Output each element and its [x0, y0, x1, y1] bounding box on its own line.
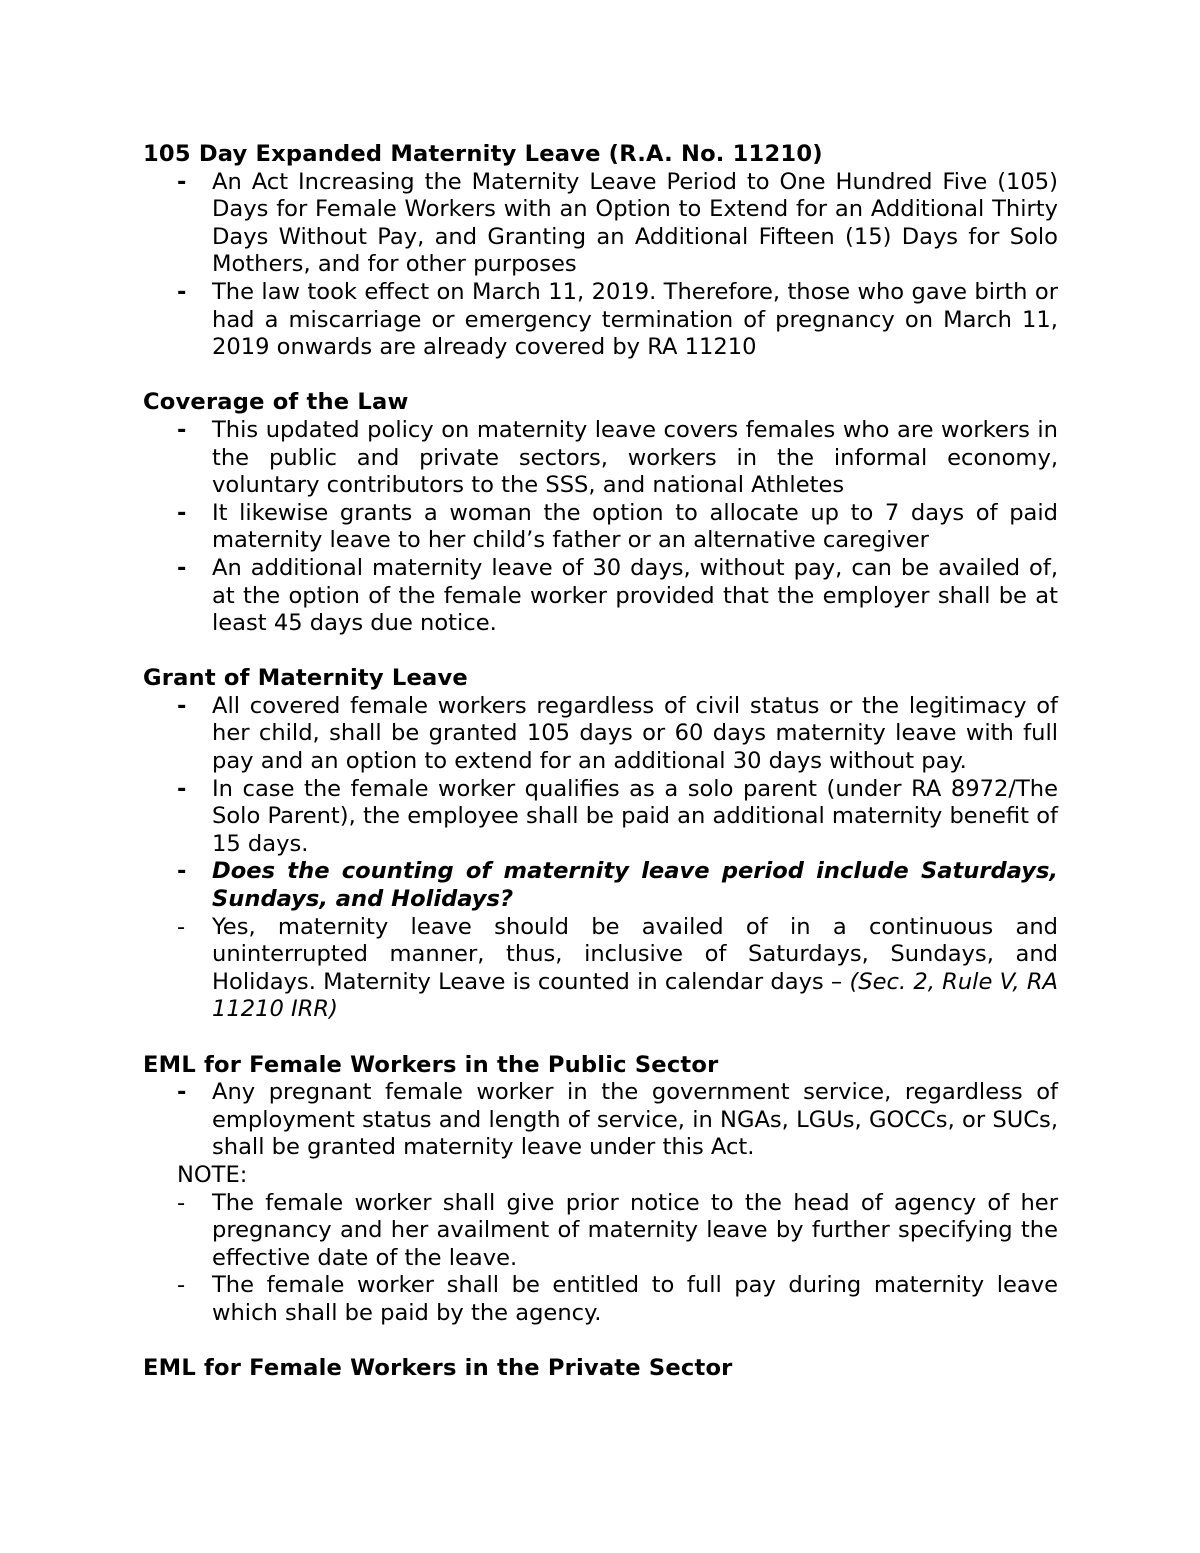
section-public-sector	[143, 1052, 1058, 1328]
bullet-dash: -	[177, 775, 187, 802]
note-list	[143, 1190, 1058, 1328]
list-item-text: The law took effect on March 11, 2019. Therefore, those who gave birth or had a miscarriage or emergency termination of pregnancy on March 11, 2019 onwards are already covered by RA 11210	[212, 278, 1058, 361]
bullet-list	[143, 693, 1058, 1024]
bullet-dash: -	[177, 278, 187, 305]
list-item	[143, 693, 1058, 776]
list-item-text: An additional maternity leave of 30 days, without pay, can be availed of, at the option of the female worker provided that the employer shall be at least 45 days due notice.	[212, 554, 1058, 637]
list-item	[143, 776, 1058, 859]
section-heading: Grant of Maternity Leave	[143, 665, 468, 692]
list-item	[143, 169, 1058, 279]
bullet-dash: -	[177, 416, 187, 443]
answer-text: Yes, maternity leave should be availed of in a continuous and uninterrupted manner, thus, inclusive of Saturdays, Sundays, and Holidays. Maternity Leave is counted in calendar days –	[212, 913, 1058, 995]
section-heading: 105 Day Expanded Maternity Leave (R.A. No. 11210)	[143, 141, 823, 167]
list-item-text: It likewise grants a woman the option to allocate up to 7 days of paid maternity leave to her child’s father or an alternative caregiver	[212, 499, 1058, 554]
section-coverage	[143, 389, 1058, 637]
bullet-dash: -	[177, 168, 187, 195]
bullet-list	[143, 169, 1058, 362]
bullet-dash: -	[177, 913, 186, 940]
note-item	[143, 1272, 1058, 1327]
list-item-text: An Act Increasing the Maternity Leave Period to One Hundred Five (105) Days for Female Workers with an Option to Extend for an Additional Thirty Days Without Pay, and Granting an Additional Fifteen (15) Days for Solo Mothers, and for other purposes	[212, 168, 1058, 278]
section-private-sector	[143, 1355, 1058, 1383]
list-item	[143, 555, 1058, 638]
bullet-list	[143, 417, 1058, 638]
list-item-text: This updated policy on maternity leave covers females who are workers in the public and private sectors, workers in the informal economy, voluntary contributors to the SSS, and national Athletes	[212, 416, 1058, 499]
list-item-text: Any pregnant female worker in the government service, regardless of employment status and length of service, in NGAs, LGUs, GOCCs, or SUCs, shall be granted maternity leave under this Act.	[212, 1079, 1058, 1161]
list-item	[143, 1079, 1058, 1162]
document-page	[143, 141, 1058, 1383]
list-item-text: In case the female worker qualifies as a solo parent (under RA 8972/The Solo Parent), the employee shall be paid an additional maternity benefit of 15 days.	[212, 775, 1058, 857]
list-item	[143, 417, 1058, 500]
section-grant	[143, 665, 1058, 1024]
list-item-text: All covered female workers regardless of civil status or the legitimacy of her child, shall be granted 105 days or 60 days maternity leave with full pay and an option to extend for an additional 30 days without pay.	[212, 692, 1058, 775]
bullet-dash: -	[177, 1189, 186, 1216]
faq-answer	[143, 914, 1058, 1024]
bullet-dash: -	[177, 692, 187, 719]
bullet-dash: -	[177, 858, 187, 885]
question-text: Does the counting of maternity leave period include Saturdays, Sundays, and Holidays?	[212, 858, 1058, 913]
note-item-text: The female worker shall be entitled to full pay during maternity leave which shall be paid by the agency.	[212, 1272, 1058, 1326]
section-heading: EML for Female Workers in the Private Sector	[143, 1355, 733, 1382]
note-label: NOTE:	[177, 1161, 248, 1188]
section-eml-overview	[143, 141, 1058, 362]
answer-citation: (Sec. 2, Rule V, RA 11210 IRR)	[212, 968, 1058, 1023]
bullet-dash: -	[177, 1272, 186, 1299]
note-item	[143, 1190, 1058, 1273]
bullet-dash: -	[177, 499, 187, 526]
bullet-dash: -	[177, 1079, 187, 1106]
bullet-dash: -	[177, 554, 187, 581]
section-heading: Coverage of the Law	[143, 389, 409, 416]
faq-question	[143, 858, 1058, 913]
list-item	[143, 500, 1058, 555]
list-item	[143, 279, 1058, 362]
section-heading: EML for Female Workers in the Public Sector	[143, 1051, 719, 1078]
note-item-text: The female worker shall give prior notice to the head of agency of her pregnancy and her availment of maternity leave by further specifying the effective date of the leave.	[212, 1189, 1058, 1271]
bullet-list	[143, 1079, 1058, 1162]
